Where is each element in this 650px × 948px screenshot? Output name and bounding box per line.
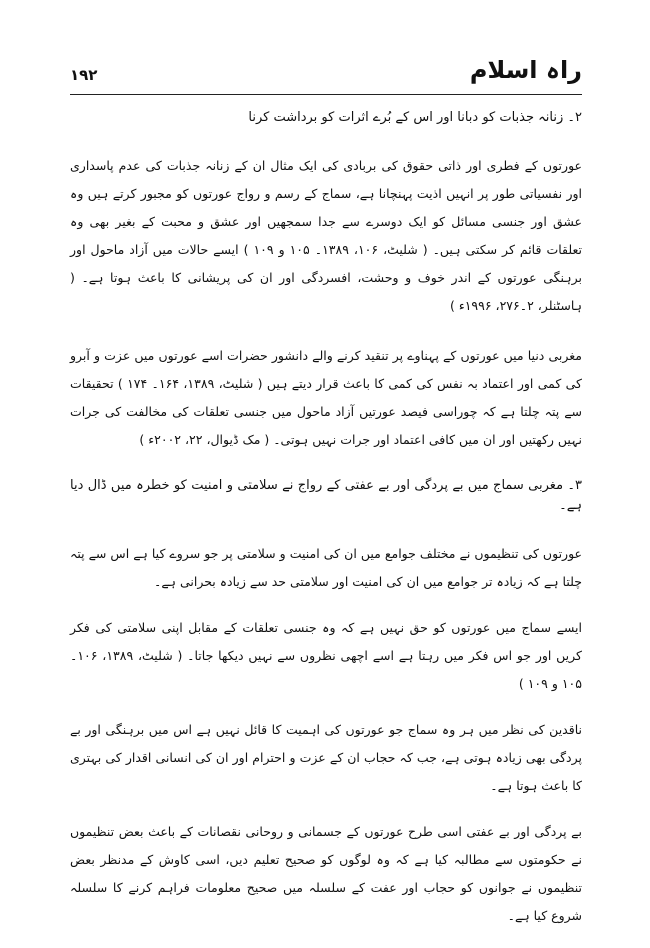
- section-heading-2: ۲۔ زنانہ جذبات کو دبانا اور اس کے بُرے اثرات کو برداشت کرنا: [248, 110, 582, 125]
- page-content: [70, 108, 582, 948]
- section-heading-3: ۳۔ مغربی سماج میں بے پردگی اور بے عفتی کے رواج نے سلامتی و امنیت کو خطرہ میں ڈال دیا ہے۔: [70, 478, 582, 513]
- paragraph: مغربی دنیا میں عورتوں کے پہناوے پر تنقید کرنے والے دانشور حضرات اسے عورتوں میں عزت و آبرو کی کمی اور اعتماد بہ نفس کی کمی کا باعث قرار دیتے ہیں ( شلیٹ، ۱۳۸۹، ۱۶۴۔ ۱۷۴ ) تحقیقات سے پتہ چلتا ہے کہ چوراسی فیصد عورتیں آزاد ماحول میں جنسی تعلقات کی مخالفت کی جرات نہیں رکھتیں اور ان میں کافی اعتماد اور جرات نہیں ہوتی۔ ( مک ڈیوال، ۲۲، ۲۰۰۲ء ): [70, 348, 582, 447]
- paragraph: عورتوں کی تنظیموں نے مختلف جوامع میں ان کی امنیت و سلامتی پر جو سروے کیا ہے اس سے پتہ چلتا ہے کہ زیادہ تر جوامع میں ان کی امنیت اور سلامتی حد سے زیادہ بحرانی ہے۔: [70, 546, 582, 589]
- book-title: راہ اسلام: [469, 56, 582, 84]
- page-number: ۱۹۲: [70, 66, 98, 84]
- paragraph: ناقدین کی نظر میں ہر وہ سماج جو عورتوں کی اہمیت کا قائل نہیں ہے اس میں برہنگی اور بے پردگی بھی زیادہ ہوتی ہے، جب کہ حجاب ان کے عزت و احترام اور ان کی انسانی اقدار کی بہتری کا باعث ہوتا ہے۔: [70, 722, 582, 793]
- header-rule: [70, 94, 582, 95]
- paragraph: عورتوں کے فطری اور ذاتی حقوق کی بربادی کی ایک مثال ان کے زنانہ جذبات کی عدم پاسداری اور نفسیاتی طور پر انہیں اذیت پہنچانا ہے، سماج کے رسم و رواج عورتوں کو مجبور کرتے ہیں وہ عشق اور جنسی مسائل کو ایک دوسرے سے جدا سمجھیں اور عشق و محبت کے بغیر بھی وہ تعلقات قائم کر سکتی ہیں۔ ( شلیٹ، ۱۰۶، ۱۳۸۹۔ ۱۰۵ و ۱۰۹ ) ایسے حالات میں آزاد ماحول اور برہنگی عورتوں کے اندر خوف و وحشت، افسردگی اور ان کی پریشانی کا باعث ہوتا ہے۔ ( ہاسٹنلر، ۲۔۲۷۶، ۱۹۹۶ء ): [70, 158, 582, 313]
- page-header: [70, 56, 582, 96]
- paragraph: بے پردگی اور بے عفتی اسی طرح عورتوں کے جسمانی و روحانی نقصانات کے باعث بعض تنظیموں نے حکومتوں سے مطالبہ کیا ہے کہ وہ لوگوں کو صحیح تعلیم دیں، اسی کاوش کے مدنظر بعض تنظیموں نے جوانوں کو حجاب اور عفت کے سلسلہ میں صحیح معلومات فراہم کرنے کا سلسلہ شروع کیا ہے۔: [70, 824, 582, 923]
- paragraph: ایسے سماج میں عورتوں کو حق نہیں ہے کہ وہ جنسی تعلقات کے مقابل اپنی سلامتی کی فکر کریں اور جو اس فکر میں رہتا ہے اسے اچھی نظروں سے نہیں دیکھا جاتا۔ ( شلیٹ، ۱۳۸۹، ۱۰۶۔ ۱۰۵ و ۱۰۹ ): [70, 620, 582, 691]
